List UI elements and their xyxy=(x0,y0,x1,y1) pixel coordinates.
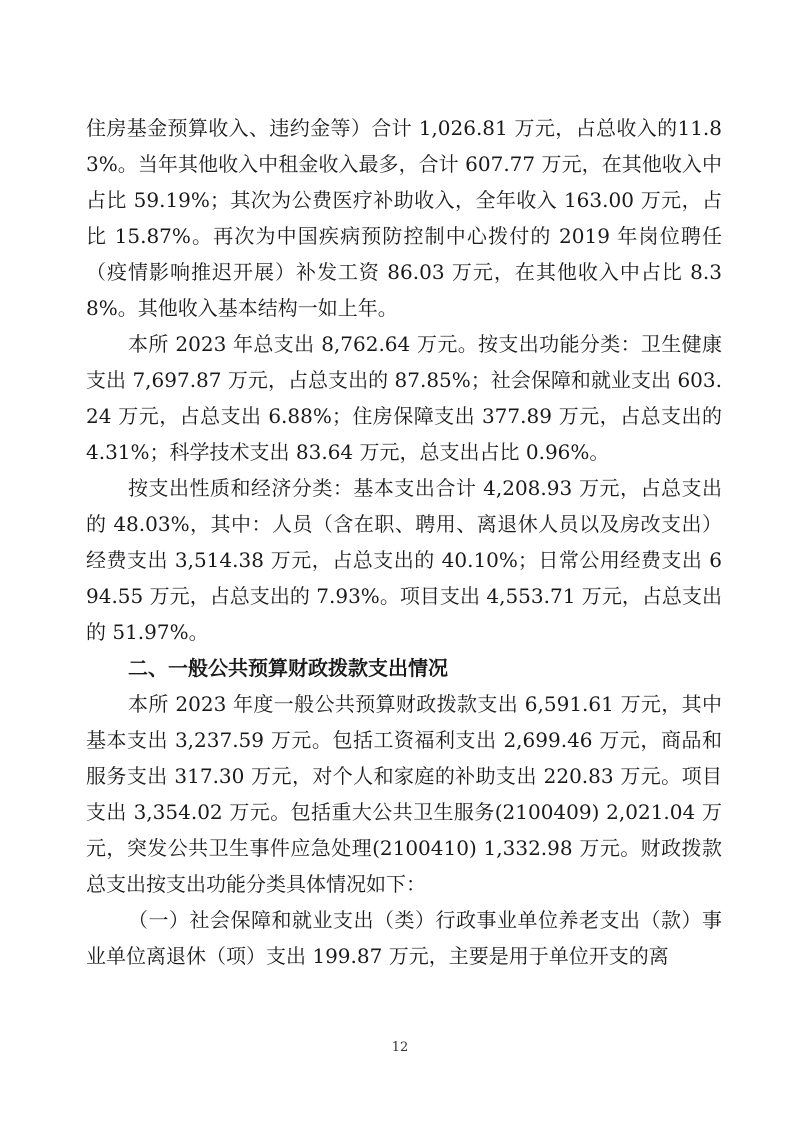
section-heading-2: 二、一般公共预算财政拨款支出情况 xyxy=(128,656,448,680)
paragraph-social-security: （一）社会保障和就业支出（类）行政事业单位养老支出（款）事业单位离退休（项）支出 199.87 万元，主要是用于单位开支的离 xyxy=(86,908,722,968)
page-number: 12 xyxy=(391,1040,409,1055)
paragraph-budget-expenditure: 本所 2023 年度一般公共预算财政拨款支出 6,591.61 万元，其中基本支出 3,237.59 万元。包括工资福利支出 2,699.46 万元，商品和服务支出 317.30 万元，对个人和家庭的补助支出 220.83 万元。项目支出 3,354.02 万元。包括重大公共卫生服务(2100409) 2,021.04 万元，突发公共卫生事件应急处理(2100410) 1,332.98 万元。财政拨款总支出按支出功能分类具体情况如下： xyxy=(86,692,722,896)
paragraph-expenditure-economic: 按支出性质和经济分类：基本支出合计 4,208.93 万元，占总支出的 48.03%，其中：人员（含在职、聘用、离退休人员以及房改支出）经费支出 3,514.38 万元，占总支出的 40.10%；日常公用经费支出 694.55 万元，占总支出的 7.93%。项目支出 4,553.71 万元，占总支出的 51.97%。 xyxy=(86,476,722,644)
paragraph-total-expenditure-function: 本所 2023 年总支出 8,762.64 万元。按支出功能分类：卫生健康支出 7,697.87 万元，占总支出的 87.85%；社会保障和就业支出 603.24 万元，占总支出 6.88%；住房保障支出 377.89 万元，占总支出的 4.31%；科学技术支出 83.64 万元，总支出占比 0.96%。 xyxy=(86,332,722,464)
paragraph-other-income: 住房基金预算收入、违约金等）合计 1,026.81 万元，占总收入的11.83%。当年其他收入中租金收入最多，合计 607.77 万元，在其他收入中占比 59.19%；其次为公费医疗补助收入，全年收入 163.00 万元，占比 15.87%。再次为中国疾病预防控制中心拨付的 2019 年岗位聘任（疫情影响推迟开展）补发工资 86.03 万元，在其他收入中占比 8.38%。其他收入基本结构一如上年。 xyxy=(86,116,722,320)
document-body xyxy=(86,110,722,974)
